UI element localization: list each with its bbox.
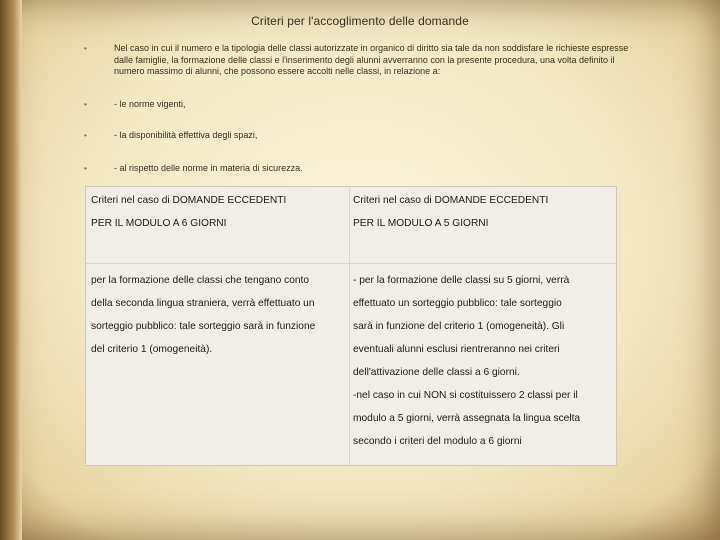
body-line: sorteggio pubblico: tale sorteggio sarà in funzione (91, 321, 316, 332)
body-line: sarà in funzione del criterio 1 (omogeneità). Gli (353, 321, 565, 332)
header-line: PER IL MODULO A 5 GIORNI (353, 218, 489, 229)
bullet-text-line: - al rispetto delle norme in materia di sicurezza. (114, 163, 303, 173)
row-divider (86, 263, 616, 264)
body-line: dell'attivazione delle classi a 6 giorni. (353, 367, 520, 378)
header-line: Criteri nel caso di DOMANDE ECCEDENTI (91, 195, 287, 206)
body-line: secondo i criteri del modulo a 6 giorni (353, 436, 522, 447)
criteria-table (85, 186, 617, 466)
bullet-text-line: dalle famiglie, la formazione delle classi e l'inserimento degli alunni avverranno con la presente procedura, una volta definito il (114, 54, 615, 65)
body-cell-5-days (353, 269, 615, 453)
header-cell-5-days (353, 189, 615, 235)
column-divider (349, 187, 350, 465)
body-line: effettuato un sorteggio pubblico: tale sorteggio (353, 298, 562, 309)
body-line: - per la formazione delle classi su 5 giorni, verrà (353, 275, 570, 286)
body-line: della seconda lingua straniera, verrà effettuato un (91, 298, 315, 309)
header-cell-6-days (91, 189, 349, 235)
header-line: PER IL MODULO A 6 GIORNI (91, 218, 227, 229)
slide-title: Criteri per l'accoglimento delle domande (251, 14, 469, 28)
bullet-icon: • (84, 164, 87, 173)
bullet-text-line: numero massimo di alunni, che possono essere accolti nelle classi, in relazione a: (114, 66, 441, 76)
body-cell-6-days (91, 269, 349, 361)
bullet-icon: • (84, 100, 87, 109)
header-line: Criteri nel caso di DOMANDE ECCEDENTI (353, 195, 549, 206)
book-binding (0, 0, 22, 540)
bullet-icon: • (84, 131, 87, 140)
bullet-icon: • (84, 44, 87, 53)
bullet-text-line: Nel caso in cui il numero e la tipologia delle classi autorizzate in organico di diritto sia tale da non soddisfare le richieste espresse (114, 43, 629, 53)
body-line: del criterio 1 (omogeneità). (91, 344, 213, 355)
body-line: -nel caso in cui NON si costituissero 2 classi per il (353, 390, 578, 401)
bullet-text-line: - la disponibilità effettiva degli spazi, (114, 130, 258, 140)
body-line: per la formazione delle classi che tengano conto (91, 275, 310, 286)
body-line: modulo a 5 giorni, verrà assegnata la lingua scelta (353, 413, 581, 424)
body-line: eventuali alunni esclusi rientreranno nei criteri (353, 344, 560, 355)
bullet-text-line: - le norme vigenti, (114, 99, 186, 109)
